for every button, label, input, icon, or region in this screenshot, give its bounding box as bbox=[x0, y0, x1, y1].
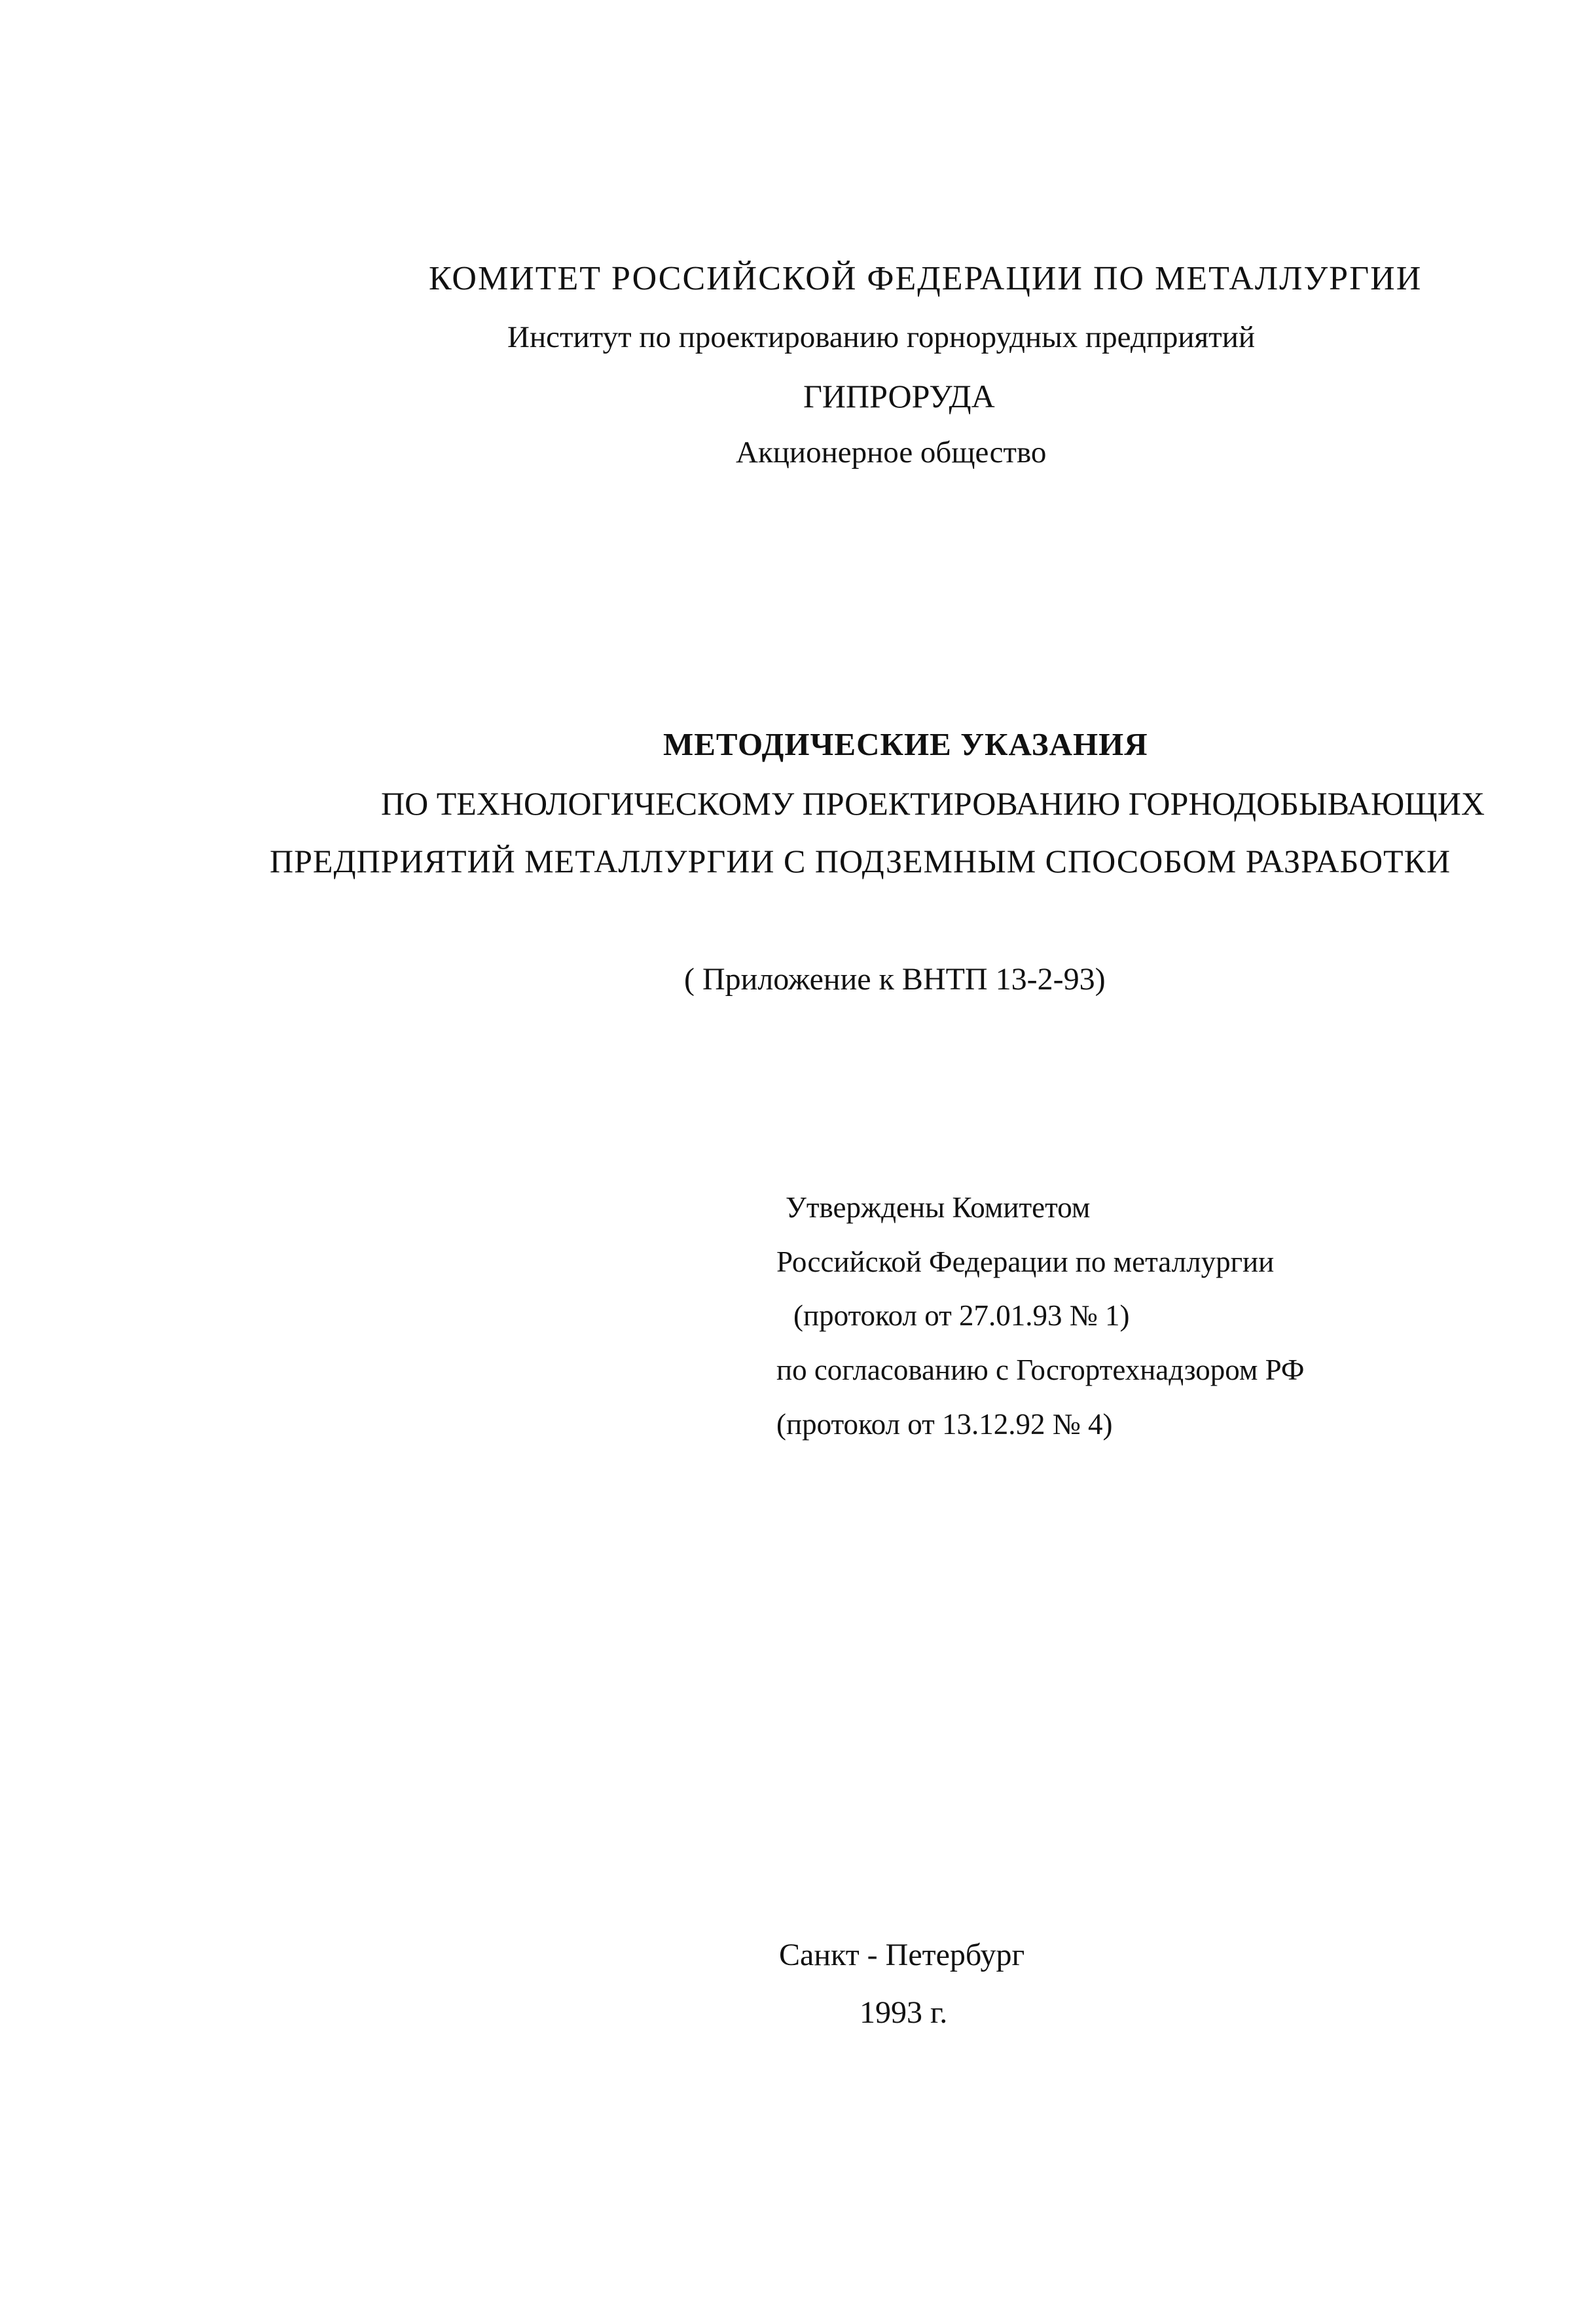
institute-name: Институт по проектированию горнорудных предприятий bbox=[507, 320, 1255, 354]
organization-name: ГИПРОРУДА bbox=[803, 378, 995, 414]
publication-year: 1993 г. bbox=[860, 1995, 948, 2030]
approval-line-1: Утверждены Комитетом bbox=[786, 1191, 1091, 1224]
appendix-reference: ( Приложение к ВНТП 13-2-93) bbox=[684, 962, 1106, 997]
organization-type: Акционерное общество bbox=[736, 435, 1047, 469]
approval-protocol-2: (протокол от 13.12.92 № 4) bbox=[776, 1408, 1113, 1441]
document-subtitle-line-1: ПО ТЕХНОЛОГИЧЕСКОМУ ПРОЕКТИРОВАНИЮ ГОРНОДОБЫВАЮЩИХ bbox=[381, 785, 1485, 822]
approval-line-2: Российской Федерации по металлургии bbox=[776, 1245, 1275, 1278]
document-subtitle-line-2: ПРЕДПРИЯТИЙ МЕТАЛЛУРГИИ С ПОДЗЕМНЫМ СПОСОБОМ РАЗРАБОТКИ bbox=[270, 843, 1451, 879]
approval-line-4: по согласованию с Госгортехнадзором РФ bbox=[776, 1353, 1305, 1386]
approval-protocol-1: (протокол от 27.01.93 № 1) bbox=[793, 1299, 1130, 1332]
committee-name: КОМИТЕТ РОССИЙСКОЙ ФЕДЕРАЦИИ ПО МЕТАЛЛУРГИИ bbox=[429, 260, 1423, 297]
publication-city: Санкт - Петербург bbox=[779, 1938, 1025, 1972]
document-title: МЕТОДИЧЕСКИЕ УКАЗАНИЯ bbox=[663, 726, 1148, 762]
